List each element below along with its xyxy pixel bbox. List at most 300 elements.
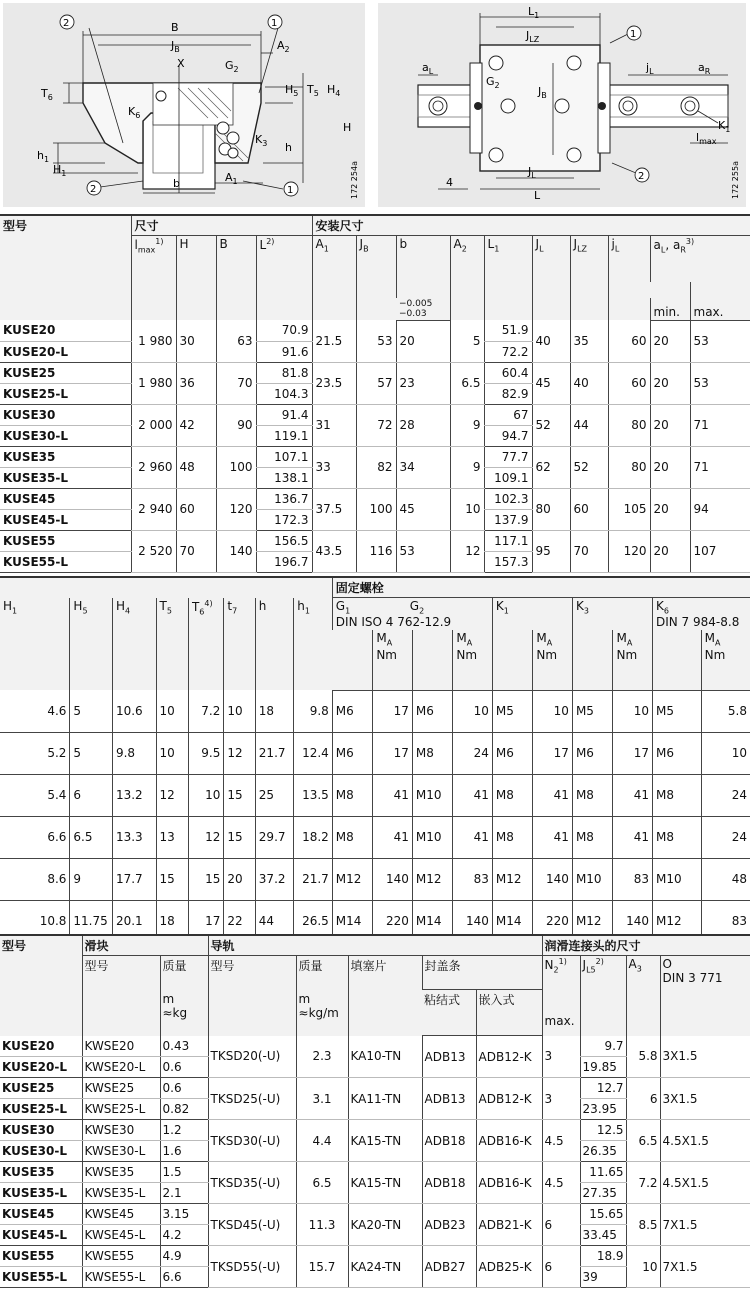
JL5-cell: 9.7: [580, 1036, 626, 1057]
lmax-cell: 1 980: [131, 320, 176, 362]
head-t7: $t_7$: [224, 598, 255, 691]
t7-cell: 22: [224, 900, 255, 942]
head-cover: 封盖条: [422, 956, 542, 990]
h-cell: 21.7: [255, 732, 294, 774]
rail-mass-cell: 11.3: [296, 1204, 348, 1246]
block-mass-cell: 0.6: [160, 1057, 208, 1078]
G2m-cell: 10: [453, 690, 493, 732]
H-cell: 70: [176, 530, 216, 572]
K3-cell: M8: [572, 816, 613, 858]
block-mass-cell: 1.2: [160, 1120, 208, 1141]
plug-cell: KA24-TN: [348, 1246, 422, 1288]
A3-cell: 5.8: [626, 1036, 660, 1078]
H1-cell: 4.6: [0, 690, 70, 732]
head-H1: $H_1$: [0, 598, 70, 691]
glue-cell: ADB13: [422, 1078, 476, 1120]
A2-cell: 5: [450, 320, 484, 362]
head-insert: 嵌入式: [476, 990, 542, 1010]
rail-model-cell: TKSD35(-U): [208, 1162, 296, 1204]
L-cell: 156.5: [256, 530, 312, 551]
O-cell: 4.5X1.5: [660, 1162, 750, 1204]
G1-cell: M14: [332, 900, 373, 942]
B-cell: 140: [216, 530, 256, 572]
K6-cell: M8: [652, 774, 701, 816]
label-JLZ: $J_{LZ}$: [526, 29, 540, 44]
h-cell: 44: [255, 900, 294, 942]
rail-model-cell: TKSD30(-U): [208, 1120, 296, 1162]
bolts-body: [0, 690, 750, 942]
JL5-cell: 39: [580, 1267, 626, 1288]
head-amax: max.: [690, 298, 750, 321]
block-model-cell: KWSE30: [82, 1120, 160, 1141]
G2-cell: M10: [412, 774, 453, 816]
JL5-cell: 11.65: [580, 1162, 626, 1183]
amin-cell: 20: [650, 530, 690, 572]
JB-cell: 100: [356, 488, 396, 530]
head-B: B: [216, 236, 256, 321]
label-JBr: $J_B$: [538, 85, 547, 100]
head-insert-blank: [476, 1010, 542, 1036]
JLZ-cell: 52: [570, 446, 608, 488]
H4-cell: 13.3: [112, 816, 156, 858]
head-JL: $J_L$: [532, 236, 570, 321]
label-T5: $T_5$: [307, 83, 319, 98]
G1-cell: M12: [332, 858, 373, 900]
lmax-cell: 2 940: [131, 488, 176, 530]
top-view-svg: [378, 3, 746, 207]
b-cell: 53: [396, 530, 450, 572]
H-cell: 30: [176, 320, 216, 362]
head-O: O DIN 3 771: [660, 956, 750, 1036]
JLZ-cell: 35: [570, 320, 608, 362]
glue-cell: ADB23: [422, 1204, 476, 1246]
h1-cell: 21.7: [294, 858, 333, 900]
L-cell: 70.9: [256, 320, 312, 341]
H4-cell: 17.7: [112, 858, 156, 900]
head-block-mass: 质量 m ≈kg: [160, 956, 208, 1036]
N2-cell: 3: [542, 1036, 580, 1078]
H-cell: 48: [176, 446, 216, 488]
label-G2r: $G_2$: [486, 75, 500, 90]
H4-cell: 20.1: [112, 900, 156, 942]
K3-cell: M10: [572, 858, 613, 900]
B-cell: 100: [216, 446, 256, 488]
L1-cell: 137.9: [484, 509, 532, 530]
head-g2-blank: [412, 630, 453, 690]
H-cell: 42: [176, 404, 216, 446]
t7-cell: 15: [224, 816, 255, 858]
model-cell: KUSE55-L: [0, 551, 131, 572]
H-cell: 36: [176, 362, 216, 404]
head-A2: $A_2$: [450, 236, 484, 321]
table-row: [0, 1204, 750, 1225]
G2-cell: M6: [412, 690, 453, 732]
B-cell: 63: [216, 320, 256, 362]
head-g1-ma: $M_A$ Nm: [373, 630, 413, 690]
T6-cell: 17: [188, 900, 223, 942]
table-row: [0, 858, 750, 900]
label-X: X: [177, 57, 185, 70]
block-model-cell: KWSE25: [82, 1078, 160, 1099]
label-aL: $a_L$: [422, 61, 434, 76]
G1m-cell: 41: [373, 816, 413, 858]
model-cell: KUSE35: [0, 1162, 82, 1183]
rail-model-cell: TKSD55(-U): [208, 1246, 296, 1288]
head-block-model: 型号: [82, 956, 160, 1036]
amax-cell: 71: [690, 446, 750, 488]
table-row: [0, 404, 750, 425]
K1m-cell: 17: [533, 732, 573, 774]
JL5-cell: 12.7: [580, 1078, 626, 1099]
L-cell: 107.1: [256, 446, 312, 467]
head-lube: 润滑连接头的尺寸: [542, 935, 750, 956]
L1-cell: 67: [484, 404, 532, 425]
table-row: [0, 816, 750, 858]
K3m-cell: 10: [613, 690, 653, 732]
O-cell: 7X1.5: [660, 1204, 750, 1246]
K3m-cell: 41: [613, 774, 653, 816]
N2-cell: 4.5: [542, 1120, 580, 1162]
label-h1: $h_1$: [37, 149, 50, 164]
N2-cell: 6: [542, 1246, 580, 1288]
JL-cell: 52: [532, 404, 570, 446]
head-rail-model: 型号: [208, 956, 296, 1036]
B-cell: 120: [216, 488, 256, 530]
K1-cell: M5: [492, 690, 533, 732]
O-cell: 3X1.5: [660, 1078, 750, 1120]
glue-cell: ADB13: [422, 1036, 476, 1078]
block-model-cell: KWSE20: [82, 1036, 160, 1057]
G1m-cell: 41: [373, 774, 413, 816]
JL-cell: 45: [532, 362, 570, 404]
table-row: [0, 690, 750, 732]
label-b: b: [173, 177, 180, 190]
model-cell: KUSE20-L: [0, 341, 131, 362]
N2-cell: 4.5: [542, 1162, 580, 1204]
head-plug: 填塞片: [348, 956, 422, 1036]
H5-cell: 6: [70, 774, 113, 816]
lmax-cell: 2 960: [131, 446, 176, 488]
JLZ-cell: 44: [570, 404, 608, 446]
JB-cell: 57: [356, 362, 396, 404]
head-L: $L^{2)}$: [256, 236, 312, 321]
head-H: H: [176, 236, 216, 321]
L1-cell: 94.7: [484, 425, 532, 446]
JB-cell: 72: [356, 404, 396, 446]
K6-cell: M6: [652, 732, 701, 774]
L1-cell: 77.7: [484, 446, 532, 467]
table-row: [0, 488, 750, 509]
model-cell: KUSE45: [0, 488, 131, 509]
label-jL: $j_L$: [646, 61, 654, 76]
G2-cell: M10: [412, 816, 453, 858]
head-aLaR: $a_L$, $a_R^{3)}$: [650, 236, 750, 282]
h-cell: 18: [255, 690, 294, 732]
label-H1: $H_1$: [53, 163, 67, 178]
JL5-cell: 33.45: [580, 1225, 626, 1246]
G2-cell: M8: [412, 732, 453, 774]
A3-cell: 10: [626, 1246, 660, 1288]
label-K3: $K_3$: [255, 133, 268, 148]
K1-cell: M12: [492, 858, 533, 900]
JL5-cell: 12.5: [580, 1120, 626, 1141]
JB-cell: 82: [356, 446, 396, 488]
head-model-blank: [0, 956, 82, 1036]
block-mass-cell: 0.82: [160, 1099, 208, 1120]
bolts-head: [0, 577, 750, 690]
G2m-cell: 83: [453, 858, 493, 900]
head-mount: 安装尺寸: [312, 215, 750, 236]
JB-cell: 116: [356, 530, 396, 572]
head-lmax: $l_{max}^{1)}$: [131, 236, 176, 321]
head-G1-G2: $G_1$ $G_2$ DIN ISO 4 762-12.9: [332, 598, 492, 631]
head-A3: $A_3$: [626, 956, 660, 1036]
K1-cell: M8: [492, 816, 533, 858]
K1m-cell: 41: [533, 816, 573, 858]
L-cell: 119.1: [256, 425, 312, 446]
rail-mass-cell: 3.1: [296, 1078, 348, 1120]
glue-cell: ADB27: [422, 1246, 476, 1288]
K3-cell: M12: [572, 900, 613, 942]
head-JB: $J_B$: [356, 236, 396, 321]
model-cell: KUSE30: [0, 1120, 82, 1141]
T5-cell: 15: [156, 858, 188, 900]
glue-cell: ADB18: [422, 1162, 476, 1204]
JL-cell: 62: [532, 446, 570, 488]
K6m-cell: 24: [701, 774, 750, 816]
table-row: [0, 1120, 750, 1141]
label-L1: $L_1$: [528, 5, 540, 20]
jL-cell: 60: [608, 362, 650, 404]
rail-mass-cell: 2.3: [296, 1036, 348, 1078]
head-h1: $h_1$: [294, 598, 333, 691]
O-cell: 7X1.5: [660, 1246, 750, 1288]
G1-cell: M6: [332, 690, 373, 732]
A2-cell: 12: [450, 530, 484, 572]
lmax-cell: 2 000: [131, 404, 176, 446]
L1-cell: 51.9: [484, 320, 532, 341]
head-JL5: $J_{L5}^{2)}$: [580, 956, 626, 1036]
h1-cell: 12.4: [294, 732, 333, 774]
L-cell: 91.4: [256, 404, 312, 425]
JLZ-cell: 70: [570, 530, 608, 572]
t7-cell: 12: [224, 732, 255, 774]
block-model-cell: KWSE55-L: [82, 1267, 160, 1288]
amin-cell: 20: [650, 320, 690, 362]
O-cell: 3X1.5: [660, 1036, 750, 1078]
A2-cell: 6.5: [450, 362, 484, 404]
JLZ-cell: 40: [570, 362, 608, 404]
head-a-blank1: [650, 282, 690, 298]
head-model-blank: [0, 236, 131, 321]
insert-cell: ADB25-K: [476, 1246, 542, 1288]
head-k1-blank: [492, 630, 533, 690]
model-cell: KUSE20: [0, 320, 131, 341]
head-block: 滑块: [82, 935, 208, 956]
block-mass-cell: 2.1: [160, 1183, 208, 1204]
N2-cell: 3: [542, 1078, 580, 1120]
head-model: 型号: [0, 215, 131, 236]
label-B: B: [171, 21, 179, 34]
rail-model-cell: TKSD45(-U): [208, 1204, 296, 1246]
H5-cell: 5: [70, 690, 113, 732]
H1-cell: 5.4: [0, 774, 70, 816]
L1-cell: 157.3: [484, 551, 532, 572]
label-H4: $H_4$: [327, 83, 341, 98]
A3-cell: 8.5: [626, 1204, 660, 1246]
model-cell: KUSE55: [0, 1246, 82, 1267]
insert-cell: ADB12-K: [476, 1036, 542, 1078]
head-model: 型号: [0, 935, 82, 956]
top-view-drawing: [378, 3, 746, 207]
B-cell: 70: [216, 362, 256, 404]
A3-cell: 7.2: [626, 1162, 660, 1204]
L-cell: 104.3: [256, 383, 312, 404]
label-lmax: $l_{max}$: [696, 131, 717, 146]
head-T6: $T_6^{4)}$: [188, 598, 223, 691]
table-row: [0, 1036, 750, 1057]
G2-cell: M12: [412, 858, 453, 900]
H5-cell: 5: [70, 732, 113, 774]
head-JLZ: $J_{LZ}$: [570, 236, 608, 321]
block-model-cell: KWSE35-L: [82, 1183, 160, 1204]
head-b: b: [396, 236, 450, 298]
G2m-cell: 41: [453, 816, 493, 858]
head-b-tolerance: −0.005 −0.03: [396, 298, 450, 321]
table-row: [0, 732, 750, 774]
b-cell: 23: [396, 362, 450, 404]
head-H4: $H_4$: [112, 598, 156, 691]
block-model-cell: KWSE20-L: [82, 1057, 160, 1078]
JL-cell: 95: [532, 530, 570, 572]
H4-cell: 10.6: [112, 690, 156, 732]
K3-cell: M6: [572, 732, 613, 774]
K1-cell: M8: [492, 774, 533, 816]
L-cell: 91.6: [256, 341, 312, 362]
K3-cell: M5: [572, 690, 613, 732]
callout-1-bottom: 1: [287, 185, 294, 196]
dimensions-body: [0, 320, 750, 572]
JL5-cell: 18.9: [580, 1246, 626, 1267]
model-cell: KUSE45-L: [0, 1225, 82, 1246]
block-mass-cell: 4.2: [160, 1225, 208, 1246]
amax-cell: 107: [690, 530, 750, 572]
T6-cell: 7.2: [188, 690, 223, 732]
label-aR: $a_R$: [698, 61, 711, 76]
model-cell: KUSE25: [0, 362, 131, 383]
insert-cell: ADB12-K: [476, 1078, 542, 1120]
A1-cell: 37.5: [312, 488, 356, 530]
jL-cell: 105: [608, 488, 650, 530]
H1-cell: 10.8: [0, 900, 70, 942]
H1-cell: 5.2: [0, 732, 70, 774]
A2-cell: 10: [450, 488, 484, 530]
L1-cell: 102.3: [484, 488, 532, 509]
A1-cell: 33: [312, 446, 356, 488]
amin-cell: 20: [650, 362, 690, 404]
head-k3-ma: $M_A$ Nm: [613, 630, 653, 690]
head-size: 尺寸: [131, 215, 312, 236]
K1m-cell: 41: [533, 774, 573, 816]
label-4: 4: [446, 176, 453, 189]
K3m-cell: 140: [613, 900, 653, 942]
rail-mass-cell: 15.7: [296, 1246, 348, 1288]
A2-cell: 9: [450, 446, 484, 488]
t7-cell: 10: [224, 690, 255, 732]
head-rail-mass: 质量 m ≈kg/m: [296, 956, 348, 1036]
H1-cell: 6.6: [0, 816, 70, 858]
T5-cell: 10: [156, 732, 188, 774]
h-cell: 25: [255, 774, 294, 816]
model-cell: KUSE30-L: [0, 1141, 82, 1162]
G1-cell: M8: [332, 774, 373, 816]
K1m-cell: 220: [533, 900, 573, 942]
amin-cell: 20: [650, 446, 690, 488]
L1-cell: 109.1: [484, 467, 532, 488]
K3m-cell: 41: [613, 816, 653, 858]
model-cell: KUSE45: [0, 1204, 82, 1225]
head-jL: $j_L$: [608, 236, 650, 321]
A2-cell: 9: [450, 404, 484, 446]
label-G2: $G_2$: [225, 59, 239, 74]
plug-cell: KA15-TN: [348, 1120, 422, 1162]
L1-cell: 60.4: [484, 362, 532, 383]
model-cell: KUSE20: [0, 1036, 82, 1057]
rail-mass-cell: 4.4: [296, 1120, 348, 1162]
T5-cell: 10: [156, 690, 188, 732]
head-a-blank2: [690, 282, 750, 298]
label-T6: $T_6$: [41, 87, 53, 102]
insert-cell: ADB16-K: [476, 1162, 542, 1204]
drawing-code-right: 172 255a: [731, 161, 740, 199]
head-H5: $H_5$: [70, 598, 113, 691]
O-cell: 4.5X1.5: [660, 1120, 750, 1162]
rail-mass-cell: 6.5: [296, 1162, 348, 1204]
JL5-cell: 23.95: [580, 1099, 626, 1120]
block-model-cell: KWSE45-L: [82, 1225, 160, 1246]
h1-cell: 9.8: [294, 690, 333, 732]
h-cell: 37.2: [255, 858, 294, 900]
amax-cell: 53: [690, 362, 750, 404]
parts-body: [0, 1036, 750, 1288]
head-g1-blank: [332, 630, 373, 690]
G1-cell: M6: [332, 732, 373, 774]
technical-drawings: [0, 0, 750, 210]
K1m-cell: 10: [533, 690, 573, 732]
head-rail: 导轨: [208, 935, 542, 956]
G1m-cell: 140: [373, 858, 413, 900]
jL-cell: 120: [608, 530, 650, 572]
callout-1-top: 1: [271, 18, 278, 29]
K6m-cell: 5.8: [701, 690, 750, 732]
L-cell: 81.8: [256, 362, 312, 383]
H5-cell: 11.75: [70, 900, 113, 942]
block-mass-cell: 3.15: [160, 1204, 208, 1225]
dimensions-head: [0, 215, 750, 320]
callout-1-right: 1: [630, 29, 637, 40]
b-cell: 28: [396, 404, 450, 446]
G1m-cell: 17: [373, 690, 413, 732]
model-cell: KUSE25-L: [0, 383, 131, 404]
amin-cell: 20: [650, 488, 690, 530]
A1-cell: 31: [312, 404, 356, 446]
A1-cell: 21.5: [312, 320, 356, 362]
model-cell: KUSE55: [0, 530, 131, 551]
A1-cell: 43.5: [312, 530, 356, 572]
K6m-cell: 24: [701, 816, 750, 858]
cross-section-drawing: [3, 3, 365, 207]
model-cell: KUSE35-L: [0, 467, 131, 488]
